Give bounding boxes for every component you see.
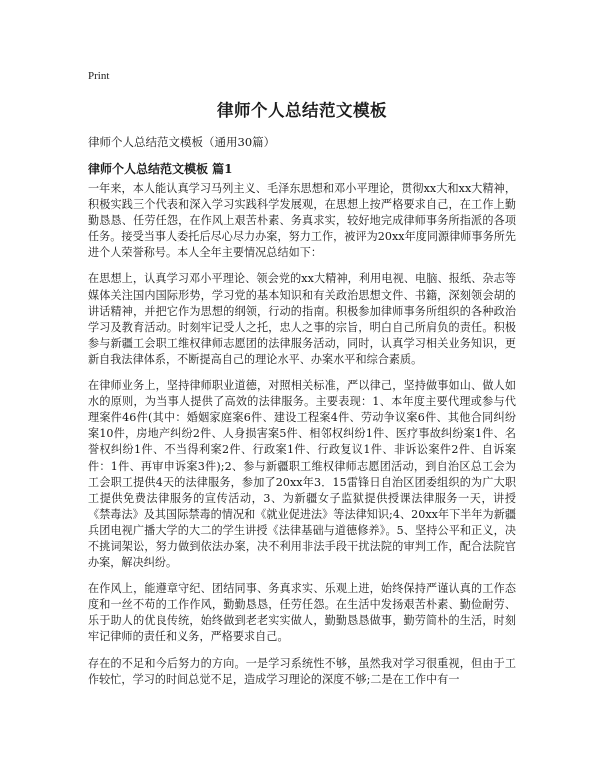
section-heading: 律师个人总结范文模板 篇1 <box>88 162 233 176</box>
paragraph: 在思想上，认真学习邓小平理论、领会党的xx大精神，利用电视、电脑、报纸、杂志等媒体关注国内国际形势，学习党的基本知识和有关政治思想文件、书籍，深刻领会胡的讲话精神，并把它作为思想的纲领，行动的指南。积极参加律师事务所组织的各种政治学习及教育活动。时刻牢记受人之托，忠人之事的宗旨，明白自己所肩负的责任。积极参与新疆工会职工维权律师志愿团的法律服务活动，同时，认真学习相关业务知识，更新自我法律体系，不断提高自己的理论水平、办案水平和综合素质。 <box>88 272 516 366</box>
page-title: 律师个人总结范文模板 <box>217 101 387 120</box>
paragraph: 存在的不足和今后努力的方向。一是学习系统性不够，虽然我对学习很重视，但由于工作较忙，学习的时间总觉不足，造成学习理论的深度不够;二是在工作中有一 <box>88 656 516 686</box>
paragraph: 一年来，本人能认真学习马列主义、毛泽东思想和邓小平理论，贯彻xx大和xx大精神，积极实践三个代表和深入学习实践科学发展观，在思想上按严格要求自己，在工作上勤勤恳恳、任劳任怨，在作风上艰苦朴素、务真求实，较好地完成律师事务所指派的各项任务。接受当事人委托后尽心尽力办案，努力工作，被评为20xx年度同源律师事务所先进个人荣誉称号。本人全年主要情况总结如下： <box>88 182 517 260</box>
paragraph: 在律师业务上，坚持律师职业道德，对照相关标准，严以律己，坚持做事如山、做人如水的原则，为当事人提供了高效的法律服务。主要表现：1、本年度主要代理或参与代理案件46件(其中：婚姻家庭案6件、建设工程案4件、劳动争议案6件、其他合同纠纷案10件，房地产纠纷2件、人身损害案5件、相邻权纠纷1件、医疗事故纠纷案1件、名誉权纠纷1件、不当得利案2件、行政案1件、行政复议1件、非诉讼案件2件、自诉案件：1件、再审申诉案3件);2、参与新疆职工维权律师志愿团活动，到自治区总工会为工会职工提供4天的法律服务，参加了20xx年3．15雷锋日自治区团委组织的为广大职工提供免费法律服务的宣传活动，3、为新疆女子监狱提供授课法律服务一天，讲授《禁毒法》及其国际禁毒的情况和《就业促进法》等法律知识;4、20xx年下半年为新疆兵团电视广播大学的大二的学生讲授《法律基础与道德修养》。5、坚持公平和正义，决不挑词架讼，努力做到依法办案，决不利用非法手段干扰法院的审判工作，配合法院官办案，解决纠纷。 <box>88 379 516 570</box>
document-subtitle: 律师个人总结范文模板（通用30篇） <box>88 135 276 149</box>
print-link[interactable]: Print <box>88 70 110 82</box>
paragraph: 在作风上，能遵章守纪、团结同事、务真求实、乐观上进，始终保持严谨认真的工作态度和一丝不苟的工作作风，勤勤恳恳，任劳任怨。在生活中发扬艰苦朴素、勤俭耐劳、乐于助人的优良传统，始终做到老老实实做人，勤勤恳恳做事，勤劳简朴的生活，时刻牢记律师的责任和义务，严格要求自己。 <box>88 582 516 644</box>
article-body <box>88 181 516 698</box>
